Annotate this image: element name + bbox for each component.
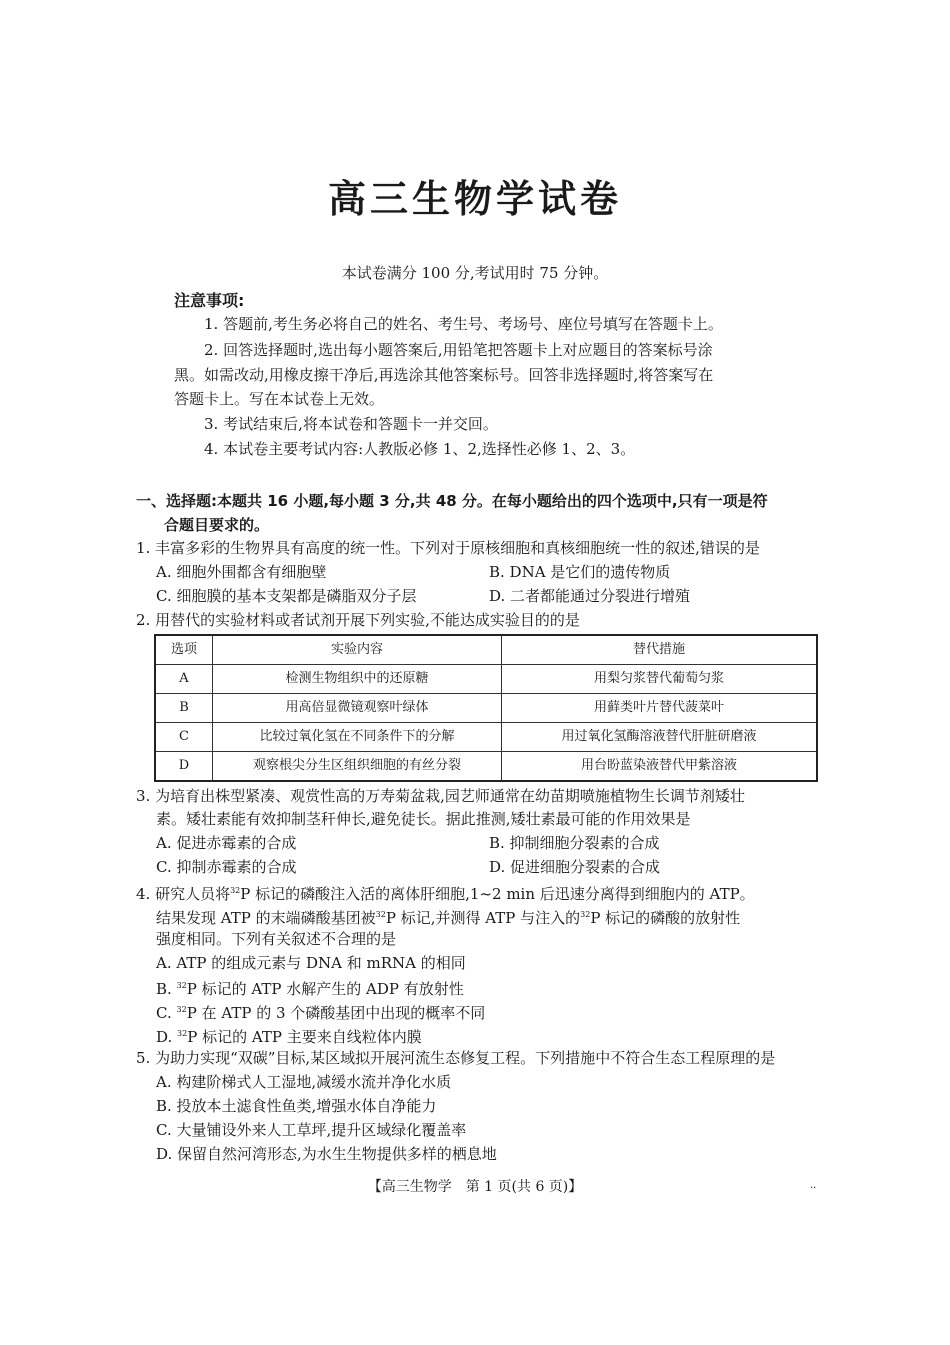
table-header-cell: 替代措施 (502, 635, 818, 665)
table-cell: 用梨匀浆替代葡萄匀浆 (502, 665, 818, 694)
q4-text: 结果发现 ATP 的末端磷酸基团被 (156, 909, 376, 927)
q5-stem: 5. 为助力实现“双碳”目标,某区域拟开展河流生态修复工程。下列措施中不符合生态工程原理的是 (136, 1049, 776, 1067)
table-cell: 用藓类叶片替代菠菜叶 (502, 694, 818, 723)
table-header-cell: 实验内容 (213, 635, 502, 665)
notice-heading: 注意事项: (174, 291, 245, 310)
isotope-superscript: 32 (176, 981, 187, 990)
option-text: P 标记的 ATP 主要来自线粒体内膜 (187, 1028, 422, 1046)
table-row (155, 723, 817, 752)
notice-line: 4. 本试卷主要考试内容:人教版必修 1、2,选择性必修 1、2、3。 (204, 440, 636, 458)
option-letter: D. (156, 1028, 173, 1046)
notice-line: 答题卡上。写在本试卷上无效。 (174, 390, 385, 408)
q1-option-d: D. 二者都能通过分裂进行增殖 (489, 587, 691, 605)
q3-stem-cont: 素。矮壮素能有效抑制茎秆伸长,避免徒长。据此推测,矮壮素最可能的作用效果是 (156, 810, 691, 828)
q1-option-b: B. DNA 是它们的遗传物质 (489, 563, 671, 581)
q3-option-d: D. 促进细胞分裂素的合成 (489, 858, 661, 876)
q4-stem (136, 881, 755, 904)
q5-option-b: B. 投放本土滤食性鱼类,增强水体自净能力 (156, 1097, 437, 1115)
table-cell: 比较过氧化氢在不同条件下的分解 (213, 723, 502, 752)
q4-option-c (156, 1000, 485, 1023)
table-row (155, 665, 817, 694)
option-text: P 在 ATP 的 3 个磷酸基团中出现的概率不同 (186, 1004, 486, 1022)
q4-text: 4. 研究人员将 (136, 885, 231, 903)
notice-line: 1. 答题前,考生务必将自己的姓名、考生号、考场号、座位号填写在答题卡上。 (204, 315, 723, 333)
option-letter: B. (156, 980, 172, 998)
table-header-row (155, 635, 817, 665)
isotope-superscript: 32 (177, 1029, 188, 1038)
notice-line: 2. 回答选择题时,选出每小题答案后,用铅笔把答题卡上对应题目的答案标号涂 (204, 341, 713, 359)
q4-stem-cont (156, 905, 740, 928)
q4-text: P 标记,并测得 ATP 与注入的 (385, 909, 581, 927)
q4-option-d (156, 1024, 422, 1047)
table-cell: C (155, 723, 213, 752)
notice-line: 黑。如需改动,用橡皮擦干净后,再选涂其他答案标号。回答非选择题时,将答案写在 (174, 366, 714, 384)
table-row (155, 694, 817, 723)
q4-option-b (156, 976, 464, 999)
table-cell: 检测生物组织中的还原糖 (213, 665, 502, 694)
q5-option-d: D. 保留自然河湾形态,为水生生物提供多样的栖息地 (156, 1145, 497, 1163)
table-cell: 观察根尖分生区组织细胞的有丝分裂 (213, 752, 502, 782)
table-cell: 用台盼蓝染液替代甲紫溶液 (502, 752, 818, 782)
notice-line: 3. 考试结束后,将本试卷和答题卡一并交回。 (204, 415, 498, 433)
q1-option-a: A. 细胞外围都含有细胞壁 (156, 563, 327, 581)
isotope-superscript: 32 (230, 886, 241, 895)
q4-option-a: A. ATP 的组成元素与 DNA 和 mRNA 的相同 (156, 954, 466, 972)
q4-text: P 标记的磷酸注入活的离体肝细胞,1~2 min 后迅速分离得到细胞内的 ATP。 (240, 885, 755, 903)
table-cell: 用高倍显微镜观察叶绿体 (213, 694, 502, 723)
q2-table (154, 634, 818, 782)
table-cell: 用过氧化氢酶溶液替代肝脏研磨液 (502, 723, 818, 752)
table-header-cell: 选项 (155, 635, 213, 665)
q2-stem: 2. 用替代的实验材料或者试剂开展下列实验,不能达成实验目的的是 (136, 611, 580, 629)
q5-option-c: C. 大量铺设外来人工草坪,提升区域绿化覆盖率 (156, 1121, 467, 1139)
scan-mark: .. (810, 1180, 817, 1191)
q4-stem-cont: 强度相同。下列有关叙述不合理的是 (156, 930, 397, 948)
q3-option-c: C. 抑制赤霉素的合成 (156, 858, 297, 876)
q4-text: P 标记的磷酸的放射性 (590, 909, 741, 927)
q1-option-c: C. 细胞膜的基本支架都是磷脂双分子层 (156, 587, 417, 605)
exam-title: 高三生物学试卷 (327, 177, 622, 221)
table-cell: B (155, 694, 213, 723)
q1-stem: 1. 丰富多彩的生物界具有高度的统一性。下列对于原核细胞和真核细胞统一性的叙述,错误的是 (136, 539, 760, 557)
isotope-superscript: 32 (580, 910, 591, 919)
section-heading: 一、选择题:本题共 16 小题,每小题 3 分,共 48 分。在每小题给出的四个选项中,只有一项是符 (136, 492, 768, 510)
q5-option-a: A. 构建阶梯式人工湿地,减缓水流并净化水质 (156, 1073, 452, 1091)
page-footer: 【高三生物学 第 1 页(共 6 页)】 (367, 1179, 583, 1195)
section-heading-cont: 合题目要求的。 (164, 516, 270, 534)
isotope-superscript: 32 (375, 910, 386, 919)
isotope-superscript: 32 (176, 1005, 187, 1014)
q3-option-b: B. 抑制细胞分裂素的合成 (489, 834, 660, 852)
q3-option-a: A. 促进赤霉素的合成 (156, 834, 297, 852)
option-text: P 标记的 ATP 水解产生的 ADP 有放射性 (186, 980, 464, 998)
table-cell: A (155, 665, 213, 694)
option-letter: C. (156, 1004, 172, 1022)
exam-subtitle: 本试卷满分 100 分,考试用时 75 分钟。 (341, 264, 609, 282)
q3-stem: 3. 为培育出株型紧凑、观赏性高的万寿菊盆栽,园艺师通常在幼苗期喷施植物生长调节剂矮壮 (136, 787, 745, 805)
table-cell: D (155, 752, 213, 782)
table-row (155, 752, 817, 782)
